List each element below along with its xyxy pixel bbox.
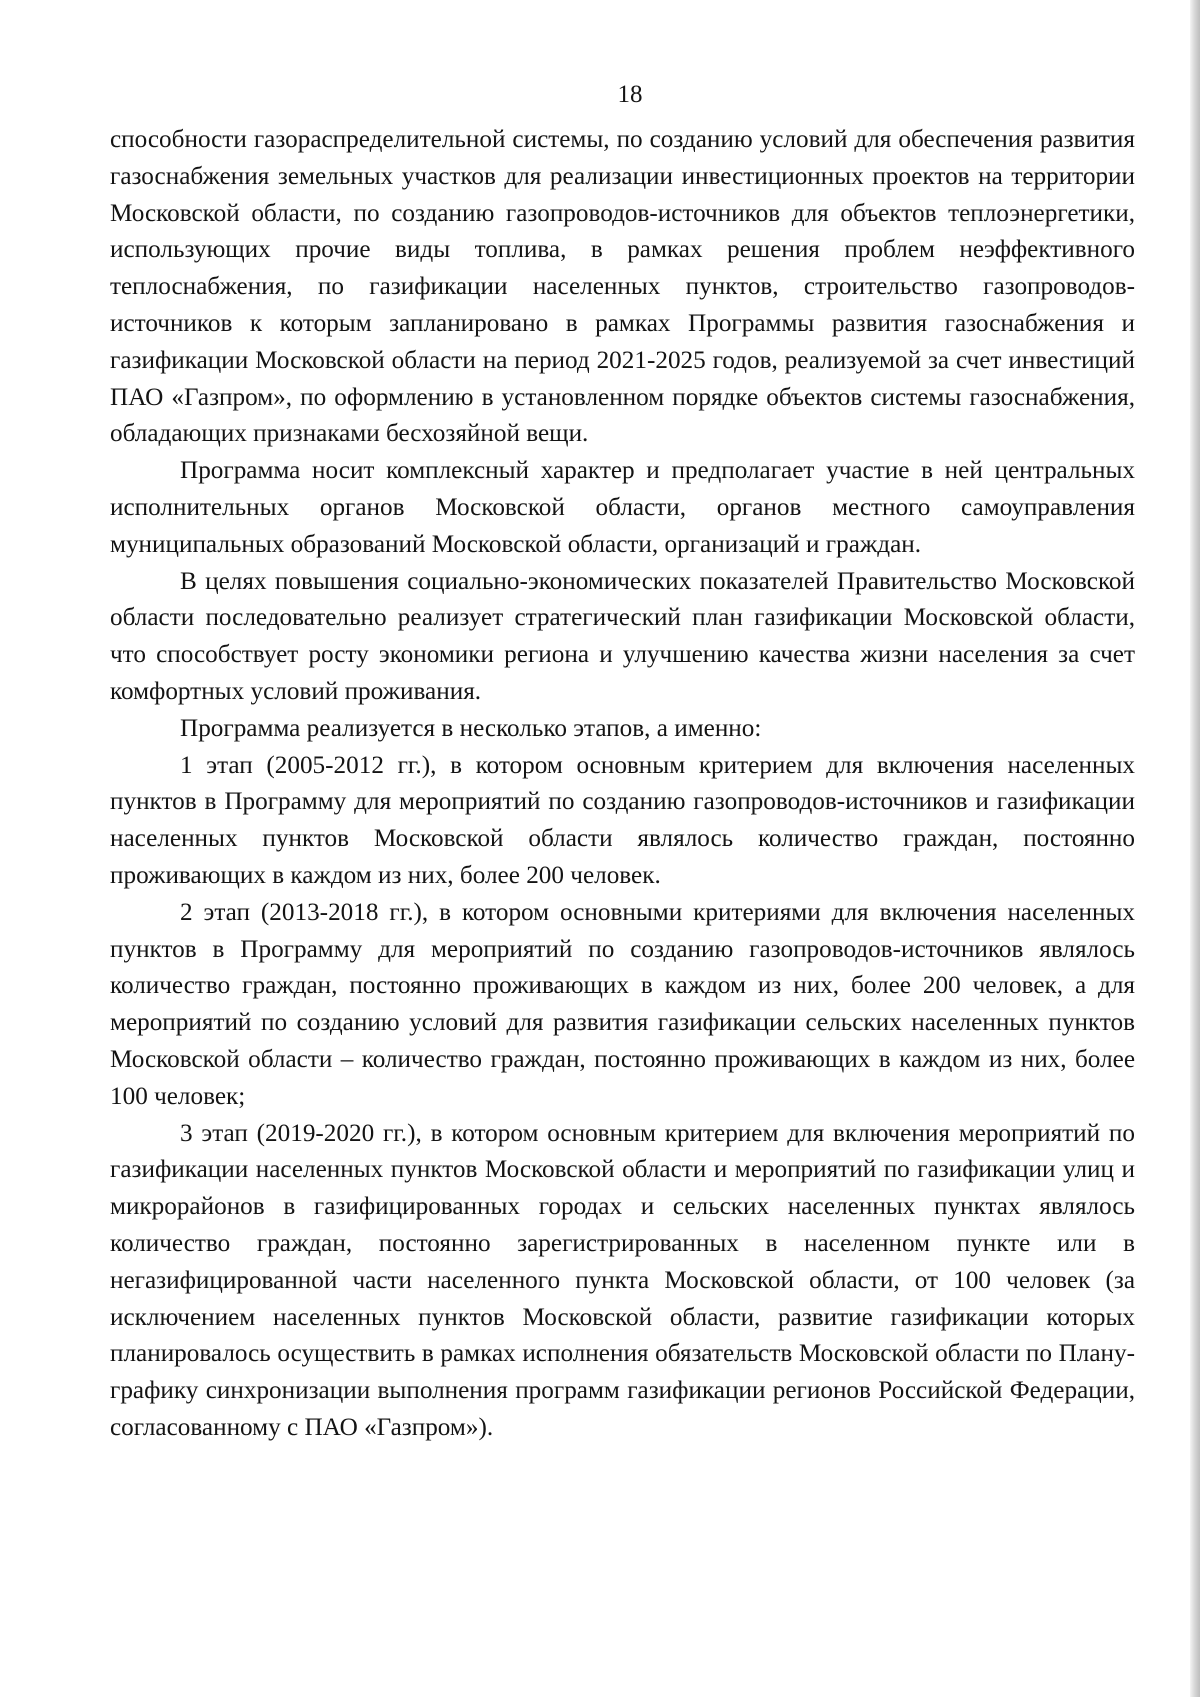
paragraph-stage-1: 1 этап (2005-2012 гг.), в котором основным критерием для включения населенных пунктов в Программу для мероприятий по созданию газопроводов-источников и газификации населенных пунктов Московской области являлось количество граждан, постоянно проживающих в каждом из них, более 200 человек. (110, 751, 1135, 889)
page-number: 18 (617, 81, 643, 108)
paragraph-stages-intro: Программа реализуется в несколько этапов, а именно: (180, 714, 762, 742)
document-body (110, 122, 1135, 1447)
paragraph-complex-nature: Программа носит комплексный характер и предполагает участие в ней центральных исполнительных органов Московской области, органов местного самоуправления муниципальных образований Московской области, организаций и граждан. (110, 457, 1135, 558)
paragraph-stage-2: 2 этап (2013-2018 гг.), в котором основными критериями для включения населенных пунктов в Программу для мероприятий по созданию газопроводов-источников являлось количество граждан, постоянно проживающих в каждом из них, более 200 человек, а для мероприятий по созданию условий для развития газификации сельских населенных пунктов Московской области – количество граждан, постоянно проживающих в каждом из них, более 100 человек; (110, 898, 1135, 1110)
scan-edge (1190, 0, 1200, 1697)
paragraph-stage-3: 3 этап (2019-2020 гг.), в котором основным критерием для включения мероприятий по газификации населенных пунктов Московской области и мероприятий по газификации улиц и микрорайонов в газифицированных городах и сельских населенных пунктах являлось количество граждан, постоянно зарегистрированных в населенном пункте или в негазифицированной части населенного пункта Московской области, от 100 человек (за исключением населенных пунктов Московской области, развитие газификации которых планировалось осуществить в рамках исполнения обязательств Московской области по Плану-графику синхронизации выполнения программ газификации регионов Российской Федерации, согласованному с ПАО «Газпром»). (110, 1119, 1135, 1441)
paragraph-continuation: способности газораспределительной системы, по созданию условий для обеспечения развития газоснабжения земельных участков для реализации инвестиционных проектов на территории Московской области, по созданию газопроводов-источников для объектов теплоэнергетики, использующих прочие виды топлива, в рамках решения проблем неэффективного теплоснабжения, по газификации населенных пунктов, строительство газопроводов-источников к которым запланировано в рамках Программы развития газоснабжения и газификации Московской области на период 2021-2025 годов, реализуемой за счет инвестиций ПАО «Газпром», по оформлению в установленном порядке объектов системы газоснабжения, обладающих признаками бесхозяйной вещи. (110, 126, 1135, 448)
paragraph-strategic-plan: В целях повышения социально-экономических показателей Правительство Московской области последовательно реализует стратегический план газификации Московской области, что способствует росту экономики региона и улучшению качества жизни населения за счет комфортных условий проживания. (110, 567, 1135, 705)
